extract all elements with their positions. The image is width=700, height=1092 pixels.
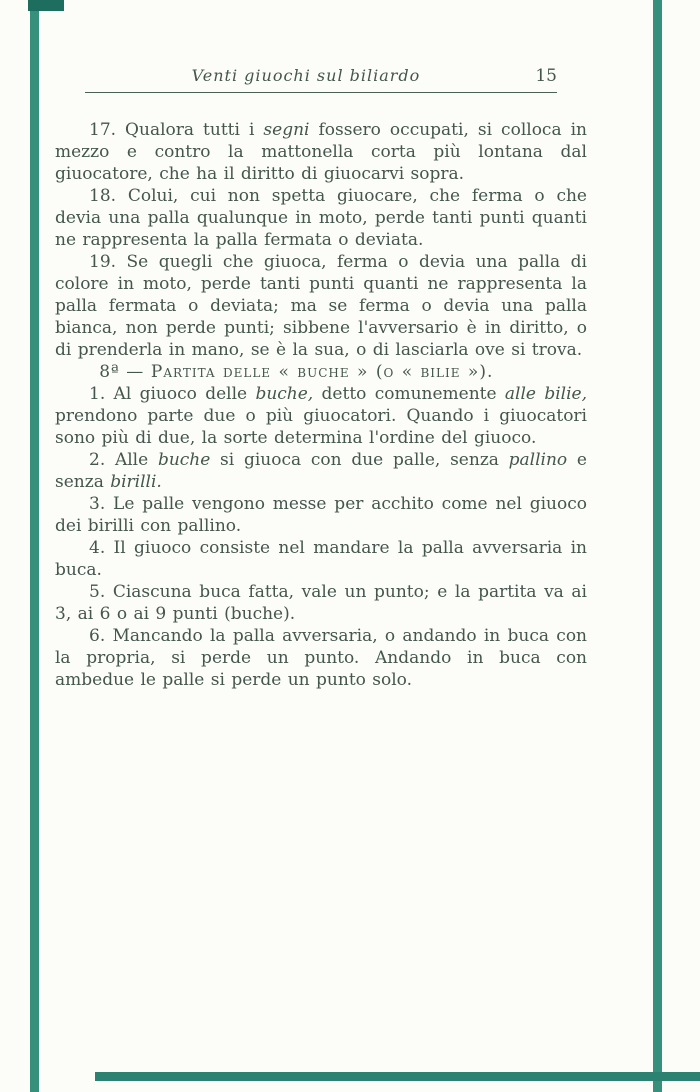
text-segment: detto comunemente [313,384,505,404]
text-segment: 1. Al giuoco delle [89,384,256,404]
text-segment: 17. Qualora tutti i [89,120,264,140]
text-segment: 8ª — [99,362,151,382]
text-segment: alle bilie, [504,384,587,404]
paragraph [55,383,587,449]
text-segment: 19. Se quegli che giuoca, ferma o devia una palla di colore in moto, perde tanti punti quanti ne rappresenta la palla fermata o deviata; ma se ferma o devia una palla bianca, non perde punti; sibbene l'avversario è in diritto, o di prenderla in mano, se è la sua, o di lasciarla ove si trova. [55,252,587,360]
page-content [55,66,587,691]
paragraph [55,449,587,493]
text-segment: 5. Ciascuna buca fatta, vale un punto; e la partita va ai 3, ai 6 o ai 9 punti (buche). [55,582,587,624]
paragraph [55,119,587,185]
text-segment: 3. Le palle vengono messe per acchito come nel giuoco dei birilli con pallino. [55,494,587,536]
scan-corner-mark [28,0,64,11]
text-segment: e senza [55,450,587,492]
text-segment: Partita delle « buche » (o « bilie »). [150,362,494,382]
scan-edge-left-band [30,0,39,1092]
section-heading [55,361,587,383]
page-header [55,66,587,88]
text-segment: buche, [255,384,314,404]
paragraph [55,537,587,581]
text-segment: segni [263,120,310,140]
text-segment: prendono parte due o più giuocatori. Quando i giuocatori sono più di due, la sorte determina l'ordine del giuoco. [55,406,587,448]
text-segment: 2. Alle [89,450,158,470]
text-segment: buche [157,450,211,470]
paragraph [55,625,587,691]
text-segment: pallino [508,450,568,470]
running-title: Venti giuochi sul biliardo [191,66,421,85]
page-body [55,119,587,691]
text-segment: fossero occupati, si colloca in mezzo e contro la mattonella corta più lontana dal giuocatore, che ha il diritto di giuocarvi sopra. [55,120,587,184]
header-rule [85,92,557,93]
scan-edge-bottom-band [95,1072,700,1081]
text-segment: birilli. [110,472,162,492]
paragraph [55,493,587,537]
text-segment: 4. Il giuoco consiste nel mandare la palla avversaria in buca. [55,538,587,580]
text-segment: si giuoca con due palle, senza [210,450,509,470]
paragraph [55,251,587,361]
scan-edge-right-band [653,0,662,1092]
paragraph [55,581,587,625]
paragraph [55,185,587,251]
text-segment: 6. Mancando la palla avversaria, o andando in buca con la propria, si perde un punto. Andando in buca con ambedue le palle si perde un punto solo. [55,626,587,690]
page-number: 15 [535,66,557,86]
text-segment: 18. Colui, cui non spetta giuocare, che ferma o che devia una palla qualunque in moto, perde tanti punti quanti ne rappresenta la palla fermata o deviata. [55,186,587,250]
